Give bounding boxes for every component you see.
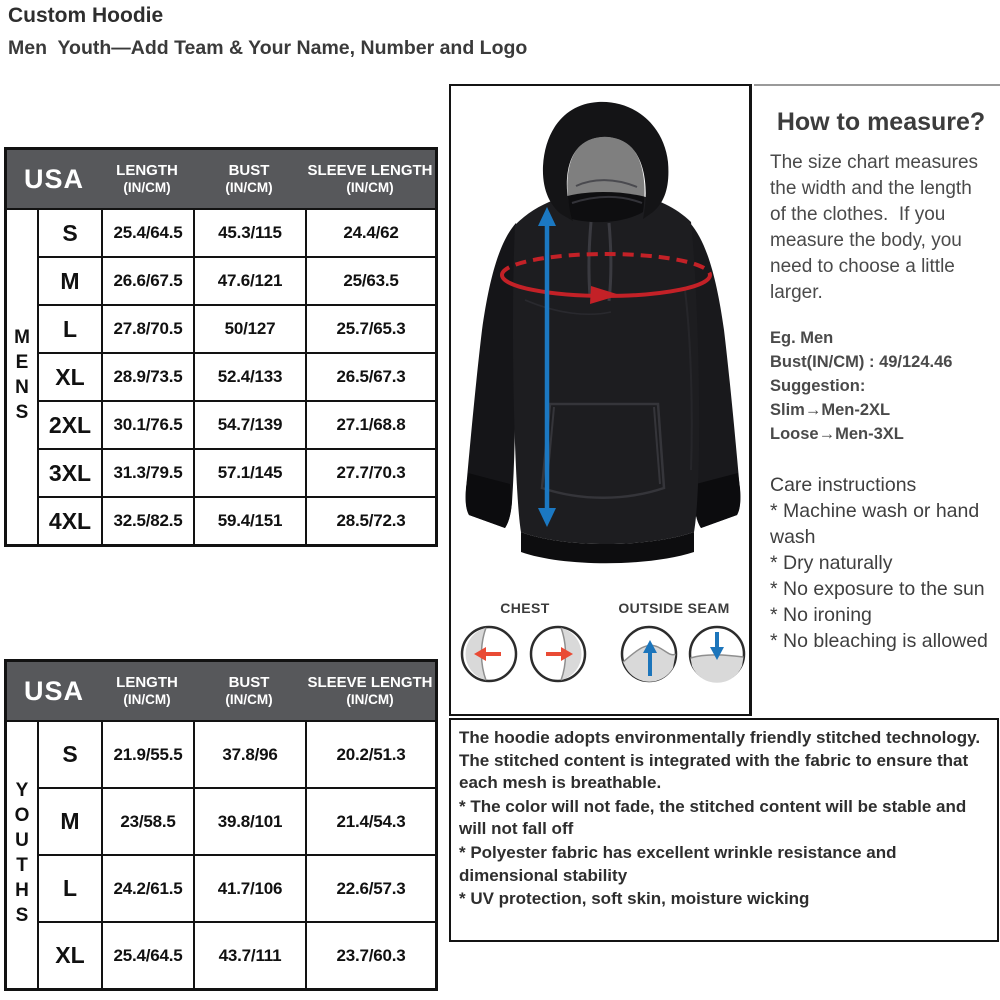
size-cell: XL (37, 352, 101, 400)
size-cell: 3XL (37, 448, 101, 496)
size-cell: S (37, 208, 101, 256)
table-cell: 37.8/96 (193, 720, 305, 787)
size-cell: 2XL (37, 400, 101, 448)
table-cell: 57.1/145 (193, 448, 305, 496)
how-to-measure-intro: The size chart measures the width and the length of the clothes. If you measure the body, you need to choose a little larger. (770, 152, 984, 304)
outside-seam-label: OUTSIDE SEAM (618, 600, 730, 616)
measure-arrow-right-icon (528, 624, 588, 684)
size-cell: XL (37, 921, 101, 988)
table-cell: 39.8/101 (193, 787, 305, 854)
table-cell: 27.8/70.5 (101, 304, 193, 352)
table-cell: 22.6/57.3 (305, 854, 435, 921)
table-cell: 31.3/79.5 (101, 448, 193, 496)
description-line: * Polyester fabric has excellent wrinkle resistance and dimensional stability (459, 843, 897, 885)
care-instructions-heading: Care instructions (770, 473, 917, 496)
column-header-sleeve-length: SLEEVE LENGTH (IN/CM) (305, 662, 435, 720)
care-item: * Dry naturally (770, 552, 893, 575)
chest-label: CHEST (500, 600, 550, 616)
table-cell: 23/58.5 (101, 787, 193, 854)
table-cell: 47.6/121 (193, 256, 305, 304)
measure-arrow-down-icon (687, 624, 747, 684)
size-cell: 4XL (37, 496, 101, 544)
size-cell: L (37, 854, 101, 921)
column-header-bust: BUST (IN/CM) (193, 150, 305, 208)
description-line: * UV protection, soft skin, moisture wicking (459, 889, 810, 909)
icon-group-gap (596, 624, 610, 684)
table-cell: 23.7/60.3 (305, 921, 435, 988)
sizing-example: Eg. Men Bust(IN/CM) : 49/124.46 Suggestion: Slim→Men-2XL Loose→Men-3XL (770, 329, 953, 443)
column-header-sleeve-length: SLEEVE LENGTH (IN/CM) (305, 150, 435, 208)
column-header-length: LENGTH (IN/CM) (101, 662, 193, 720)
size-cell: M (37, 256, 101, 304)
table-cell: 41.7/106 (193, 854, 305, 921)
measure-icon-row (459, 624, 747, 684)
mens-size-table (4, 147, 438, 547)
care-item: * No exposure to the sun (770, 578, 985, 601)
table-cell: 52.4/133 (193, 352, 305, 400)
table-cell: 26.5/67.3 (305, 352, 435, 400)
table-cell: 28.5/72.3 (305, 496, 435, 544)
size-cell: L (37, 304, 101, 352)
page-title: Custom Hoodie (8, 4, 164, 27)
description-line: The hoodie adopts environmentally friendly stitched technology. The stitched content is integrated with the fabric to ensure that each mesh is breathable. (459, 728, 981, 793)
table-cell: 25.4/64.5 (101, 921, 193, 988)
table-cell: 45.3/115 (193, 208, 305, 256)
table-cell: 21.9/55.5 (101, 720, 193, 787)
table-cell: 59.4/151 (193, 496, 305, 544)
mens-group-label: MENS (7, 208, 37, 544)
table-cell: 20.2/51.3 (305, 720, 435, 787)
hoodie-product-image (453, 90, 750, 590)
table-cell: 28.9/73.5 (101, 352, 193, 400)
youths-group-label: YOUTHS (7, 720, 37, 988)
care-item: * No ironing (770, 604, 872, 627)
care-item: * Machine wash or hand wash (770, 499, 980, 548)
column-header-usa: USA (7, 150, 101, 208)
care-instructions (770, 472, 992, 655)
table-cell: 32.5/82.5 (101, 496, 193, 544)
table-cell: 24.4/62 (305, 208, 435, 256)
product-description-box (449, 718, 999, 942)
table-cell: 25/63.5 (305, 256, 435, 304)
how-to-measure-heading: How to measure? (776, 108, 986, 136)
description-line: * The color will not fade, the stitched content will be stable and will not fall off (459, 796, 967, 839)
table-cell: 30.1/76.5 (101, 400, 193, 448)
measure-arrow-up-icon (619, 624, 679, 684)
table-cell: 50/127 (193, 304, 305, 352)
size-cell: S (37, 720, 101, 787)
page-subtitle: Men Youth—Add Team & Your Name, Number and Logo (8, 37, 528, 59)
table-cell: 54.7/139 (193, 400, 305, 448)
table-cell: 26.6/67.5 (101, 256, 193, 304)
table-cell: 43.7/111 (193, 921, 305, 988)
table-cell: 27.1/68.8 (305, 400, 435, 448)
column-header-length: LENGTH (IN/CM) (101, 150, 193, 208)
column-header-usa: USA (7, 662, 101, 720)
table-cell: 27.7/70.3 (305, 448, 435, 496)
column-header-bust: BUST (IN/CM) (193, 662, 305, 720)
youths-size-table (4, 659, 438, 991)
size-cell: M (37, 787, 101, 854)
care-item: * No bleaching is allowed (770, 630, 988, 653)
table-cell: 25.7/65.3 (305, 304, 435, 352)
measure-arrow-left-icon (459, 624, 519, 684)
table-cell: 24.2/61.5 (101, 854, 193, 921)
table-cell: 25.4/64.5 (101, 208, 193, 256)
measurement-diagram-panel (449, 84, 752, 716)
table-cell: 21.4/54.3 (305, 787, 435, 854)
how-to-measure-section (754, 84, 1000, 716)
